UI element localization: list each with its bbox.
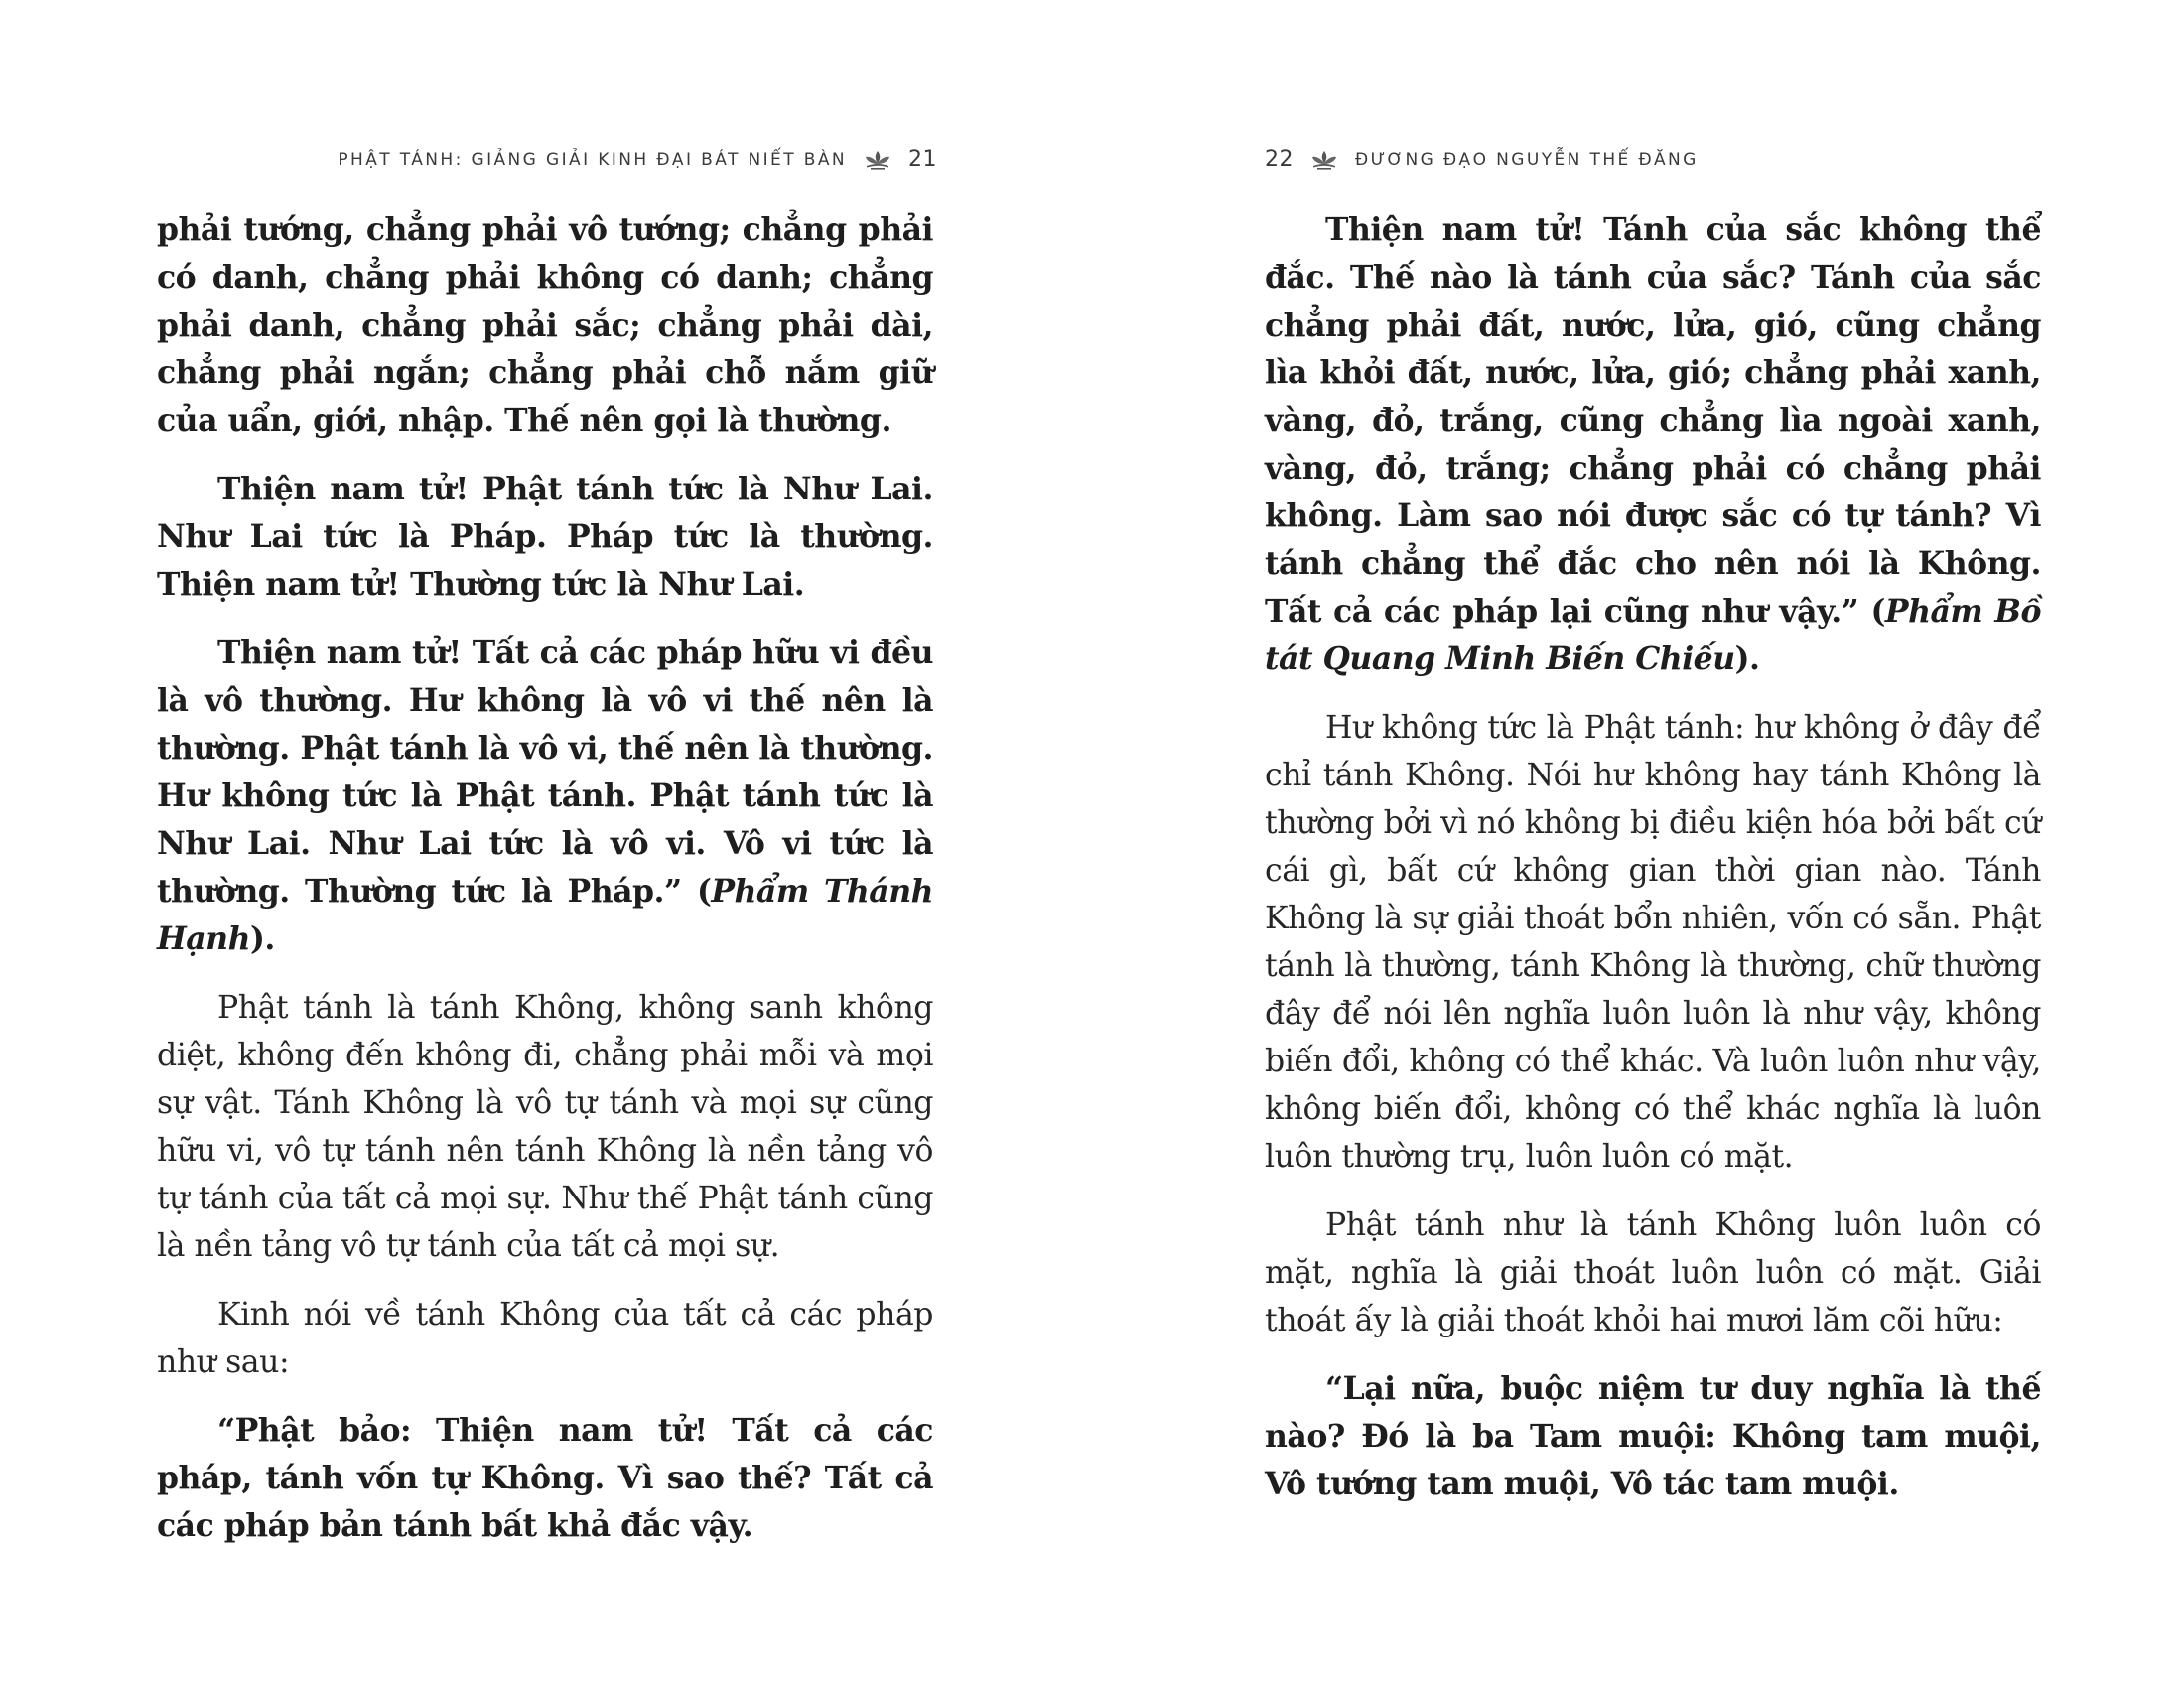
paragraph-text: Thiện nam tử! Tất cả các pháp hữu vi đều là vô thường. Hư không là vô vi thế nên là thường. Phật tánh là vô vi, thế nên là thường. Hư không tức là Phật tánh. Phật tánh tức là Như Lai. Như Lai tức là vô vi. Vô vi tức là thường. Thường tức là Pháp.”: [157, 634, 933, 910]
lotus-icon: [863, 149, 892, 171]
paragraph-with-citation: [1265, 207, 2041, 683]
page-number: 22: [1265, 147, 1294, 172]
citation-title: Phẩm Thánh Hạnh: [157, 873, 934, 957]
running-title: PHẬT TÁNH: GIẢNG GIẢI KINH ĐẠI BÁT NIẾT BÀN: [338, 149, 847, 170]
paragraph: Thiện nam tử! Phật tánh tức là Như Lai. Như Lai tức là Pháp. Pháp tức là thường. Thiện nam tử! Thường tức là Như Lai.: [157, 471, 933, 603]
citation-open: (: [1870, 593, 1885, 630]
citation-title: Phẩm Bồ tát Quang Minh Biến Chiếu: [1265, 593, 2042, 677]
paragraph: Kinh nói về tánh Không của tất cả các pháp như sau:: [157, 1297, 933, 1380]
citation-close: ).: [1734, 640, 1760, 677]
paragraph: Phật tánh như là tánh Không luôn luôn có mặt, nghĩa là giải thoát luôn luôn có mặt. Giải thoát ấy là giải thoát khỏi hai mươi lăm cõi hữu:: [1265, 1207, 2041, 1338]
paragraph-with-citation: [157, 630, 933, 963]
citation-close: ).: [249, 920, 275, 957]
page-number: 21: [908, 147, 937, 172]
paragraph: phải tướng, chẳng phải vô tướng; chẳng phải có danh, chẳng phải không có danh; chẳng phải danh, chẳng phải sắc; chẳng phải dài, chẳng phải ngắn; chẳng phải chỗ nắm giữ của uẩn, giới, nhập. Thế nên gọi là thường.: [157, 211, 933, 439]
right-body-text: [1265, 207, 2041, 1529]
running-title: ĐƯƠNG ĐẠO NGUYỄN THẾ ĐĂNG: [1355, 149, 1699, 170]
lotus-icon: [1309, 149, 1339, 171]
paragraph: “Lại nữa, buộc niệm tư duy nghĩa là thế nào? Đó là ba Tam muội: Không tam muội, Vô tướng tam muội, Vô tác tam muội.: [1265, 1370, 2041, 1502]
paragraph: Phật tánh là tánh Không, không sanh không diệt, không đến không đi, chẳng phải mỗi và mọi sự vật. Tánh Không là vô tự tánh và mọi sự cũng hữu vi, vô tự tánh nên tánh Không là nền tảng vô tự tánh của tất cả mọi sự. Như thế Phật tánh cũng là nền tảng vô tự tánh của tất cả mọi sự.: [157, 990, 933, 1264]
citation-open: (: [696, 873, 712, 910]
paragraph: “Phật bảo: Thiện nam tử! Tất cả các pháp, tánh vốn tự Không. Vì sao thế? Tất cả các pháp bản tánh bất khả đắc vậy.: [157, 1412, 933, 1544]
left-body-text: [157, 207, 933, 1571]
paragraph-text: Thiện nam tử! Tánh của sắc không thể đắc. Thế nào là tánh của sắc? Tánh của sắc chẳng phải đất, nước, lửa, gió, cũng chẳng lìa khỏi đất, nước, lửa, gió; chẳng phải xanh, vàng, đỏ, trắng, cũng chẳng lìa ngoài xanh, vàng, đỏ, trắng; chẳng phải có chẳng phải không. Làm sao nói được sắc có tự tánh? Vì tánh chẳng thể đắc cho nên nói là Không. Tất cả các pháp lại cũng như vậy.”: [1265, 211, 2041, 630]
right-page: [1092, 0, 2184, 1688]
right-page-header: [1265, 147, 1699, 172]
left-page-header: [338, 147, 937, 172]
paragraph: Hư không tức là Phật tánh: hư không ở đây để chỉ tánh Không. Nói hư không hay tánh Không là thường bởi vì nó không bị điều kiện hóa bởi bất cứ cái gì, bất cứ không gian thời gian nào. Tánh Không là sự giải thoát bổn nhiên, vốn có sẵn. Phật tánh là thường, tánh Không là thường, chữ thường đây để nói lên nghĩa luôn luôn là như vậy, không biến đổi, không có thể khác. Và luôn luôn như vậy, không biến đổi, không có thể khác nghĩa là luôn luôn thường trụ, luôn luôn có mặt.: [1265, 710, 2041, 1175]
